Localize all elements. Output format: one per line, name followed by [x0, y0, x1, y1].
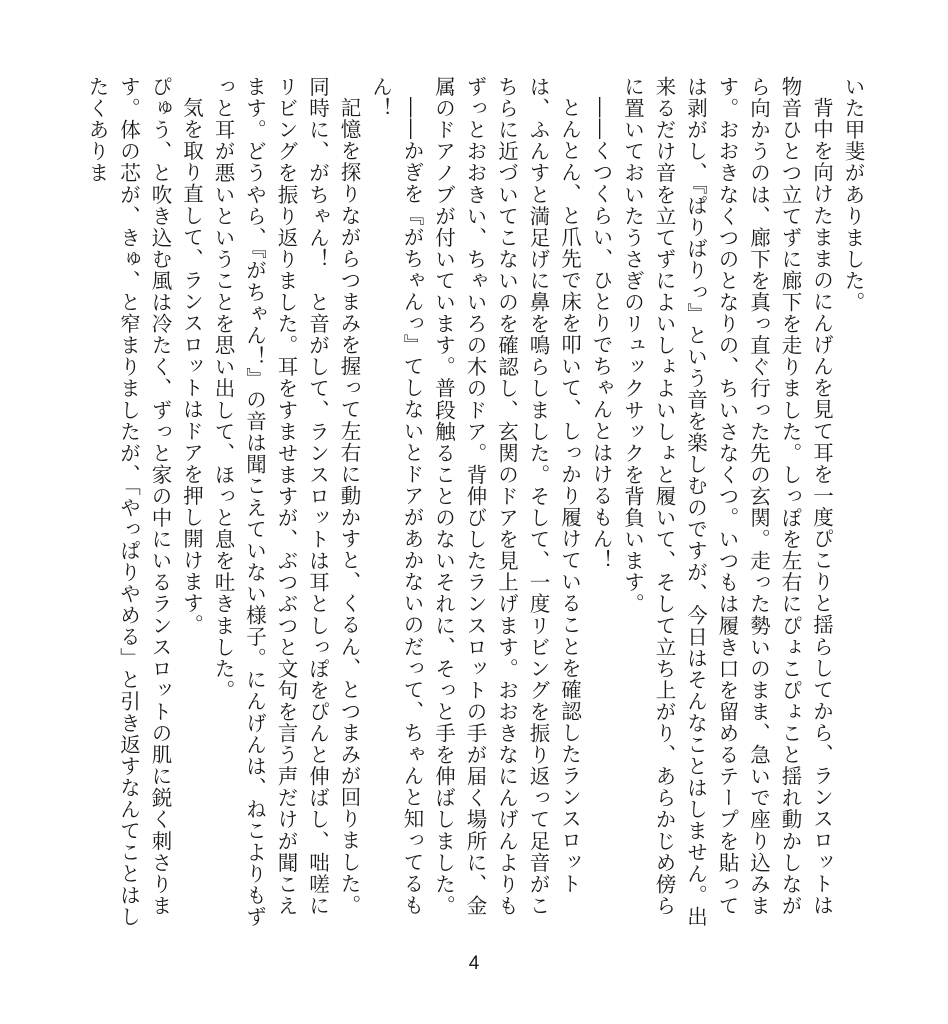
paragraph: 気を取り直して、ランスロットはドアを押し開けます。	[179, 96, 204, 636]
paragraph: ――かぎを『がちゃんっ』てしないとドアがあかないのだって、ちゃんと知ってるもん！	[368, 76, 424, 916]
paragraph: ぴゅう、と吹き込む風は冷たく、ずっと家の中にいるランスロットの肌に鋭く刺さります。体の芯が、きゅ、と窄まりましたが、「やっぱりやめる」と引き返すなんてことはしたくありま	[85, 76, 172, 928]
paragraph: ――くつくらい、ひとりでちゃんとはけるもん！	[589, 96, 613, 571]
vertical-text-body	[68, 76, 868, 936]
paragraph: 記憶を探りながらつまみを握って左右に動かすと、くるん、とつまみが回りました。同時に、がちゃん！ と音がして、ランスロットは耳としっぽをぴんと伸ばし、咄嗟にリビングを振り返りました。耳をすませますが、ぶつぶつと文句を言う声だけが聞こえます。どうやら、『がちゃん！』の音は聞こえていない様子。にんげんは、ねこよりもずっと耳が悪いということを思い出して、ほっと息を吐きました。	[211, 76, 361, 928]
paragraph: 背中を向けたままのにんげんを見て耳を一度ぴこりと揺らしてから、ランスロットは物音ひとつ立てずに廊下を走りました。しっぽを左右にぴょこぴょこと揺れ動かしながら向かうのは、廊下を真っ直ぐ行った先の玄関。走った勢いのまま、急いで座り込みます。おおきなくつのとなりの、ちいさなくつ。いつもは履き口を留めるテープを貼っては剥がし、『ぱりばりっ』という音を楽しむのですが、今日はそんなことはしません。出来るだけ音を立てずによいしょよいしょと履いて、そして立ち上がり、あらかじめ傍らに置いておいたうさぎのリュックサックを背負います。	[620, 76, 834, 928]
paragraph: いた甲斐がありました。	[841, 76, 865, 314]
page-number: 4	[468, 953, 480, 974]
paragraph: とんとん、と爪先で床を叩いて、しっかり履けていることを確認したランスロットは、ふんすと満足げに鼻を鳴らしました。そして、一度リビングを振り返って足音がこちらに近づいてこないのを確認し、玄関のドアを見上げます。おおきなにんげんよりもずっとおおきい、ちゃいろの木のドア。背伸びしたランスロットの手が届く場所に、金属のドアノブが付いています。普段触ることのないそれに、そっと手を伸ばしました。	[431, 76, 582, 917]
